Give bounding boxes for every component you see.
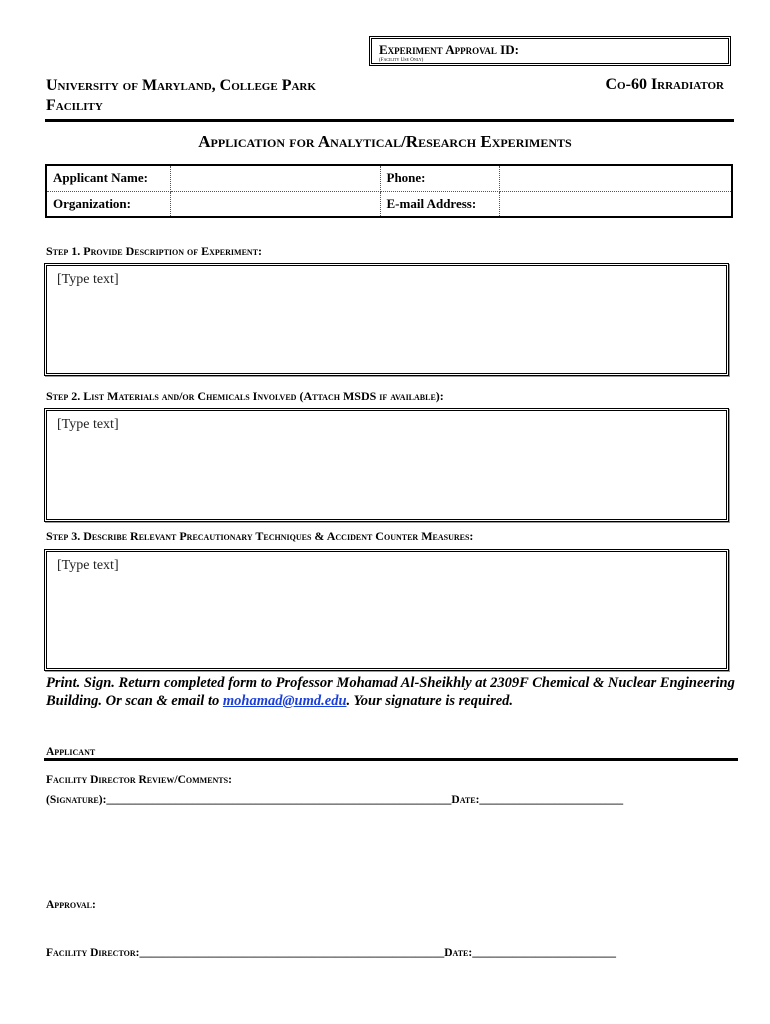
- email-field[interactable]: [499, 191, 732, 217]
- university-line2: Facility: [46, 97, 103, 114]
- phone-label: Phone:: [380, 165, 499, 191]
- approval-id-box[interactable]: [369, 36, 731, 66]
- applicant-signature-label: Applicant: [46, 746, 96, 758]
- director-approval-block[interactable]: [46, 865, 616, 977]
- university-line1: University of Maryland, College Park: [46, 77, 316, 94]
- instructions-text-before: Print. Sign. Return completed form to Professor Mohamad Al-Sheikhly at 2309F Chemical & Nuclear Engineering Building. Or scan & email to: [46, 675, 735, 709]
- director-comments-label: Facility Director Review/Comments:: [46, 774, 232, 786]
- applicant-signature-block[interactable]: [46, 712, 623, 824]
- email-link[interactable]: mohamad@umd.edu: [222, 693, 347, 709]
- irradiator-heading: Co-60 Irradiator: [605, 76, 724, 93]
- step-2-textbox[interactable]: [44, 408, 729, 522]
- applicant-name-field[interactable]: [170, 165, 380, 191]
- step-2-label: Step 2. List Materials and/or Chemicals Involved (Attach MSDS if available):: [46, 389, 444, 403]
- step-2-placeholder: [Type text]: [57, 417, 119, 432]
- step-3-placeholder: [Type text]: [57, 558, 119, 573]
- step-1-textbox[interactable]: [44, 263, 729, 376]
- approval-id-label: Experiment Approval ID:: [379, 42, 519, 57]
- form-title: Application for Analytical/Research Experiments: [198, 132, 572, 151]
- step-1-placeholder: [Type text]: [57, 272, 119, 287]
- step-1-label: Step 1. Provide Description of Experiment:: [46, 244, 263, 258]
- phone-field[interactable]: [499, 165, 732, 191]
- organization-label: Organization:: [46, 191, 170, 217]
- table-row: [46, 165, 732, 191]
- applicant-info-table: [45, 164, 733, 218]
- university-heading: [46, 76, 316, 116]
- approval-id-sublabel: (Facility Use Only): [379, 58, 424, 63]
- applicant-name-label: Applicant Name:: [46, 165, 170, 191]
- step-3-label: Step 3. Describe Relevant Precautionary Techniques & Accident Counter Measures:: [46, 529, 474, 543]
- director-section-divider: [44, 758, 738, 761]
- applicant-signature-line[interactable]: (Signature):____________________________________________________________Date:_________________________: [46, 794, 624, 806]
- table-row: [46, 191, 732, 217]
- instructions-text-after: . Your signature is required.: [346, 693, 514, 709]
- organization-field[interactable]: [170, 191, 380, 217]
- return-instructions: [46, 674, 736, 710]
- director-signature-line[interactable]: Facility Director:_____________________________________________________Date:_________________________: [46, 947, 616, 959]
- director-approval-label: Approval:: [46, 899, 96, 911]
- header-divider: [45, 119, 734, 122]
- step-3-textbox[interactable]: [44, 549, 729, 671]
- email-label: E-mail Address:: [380, 191, 499, 217]
